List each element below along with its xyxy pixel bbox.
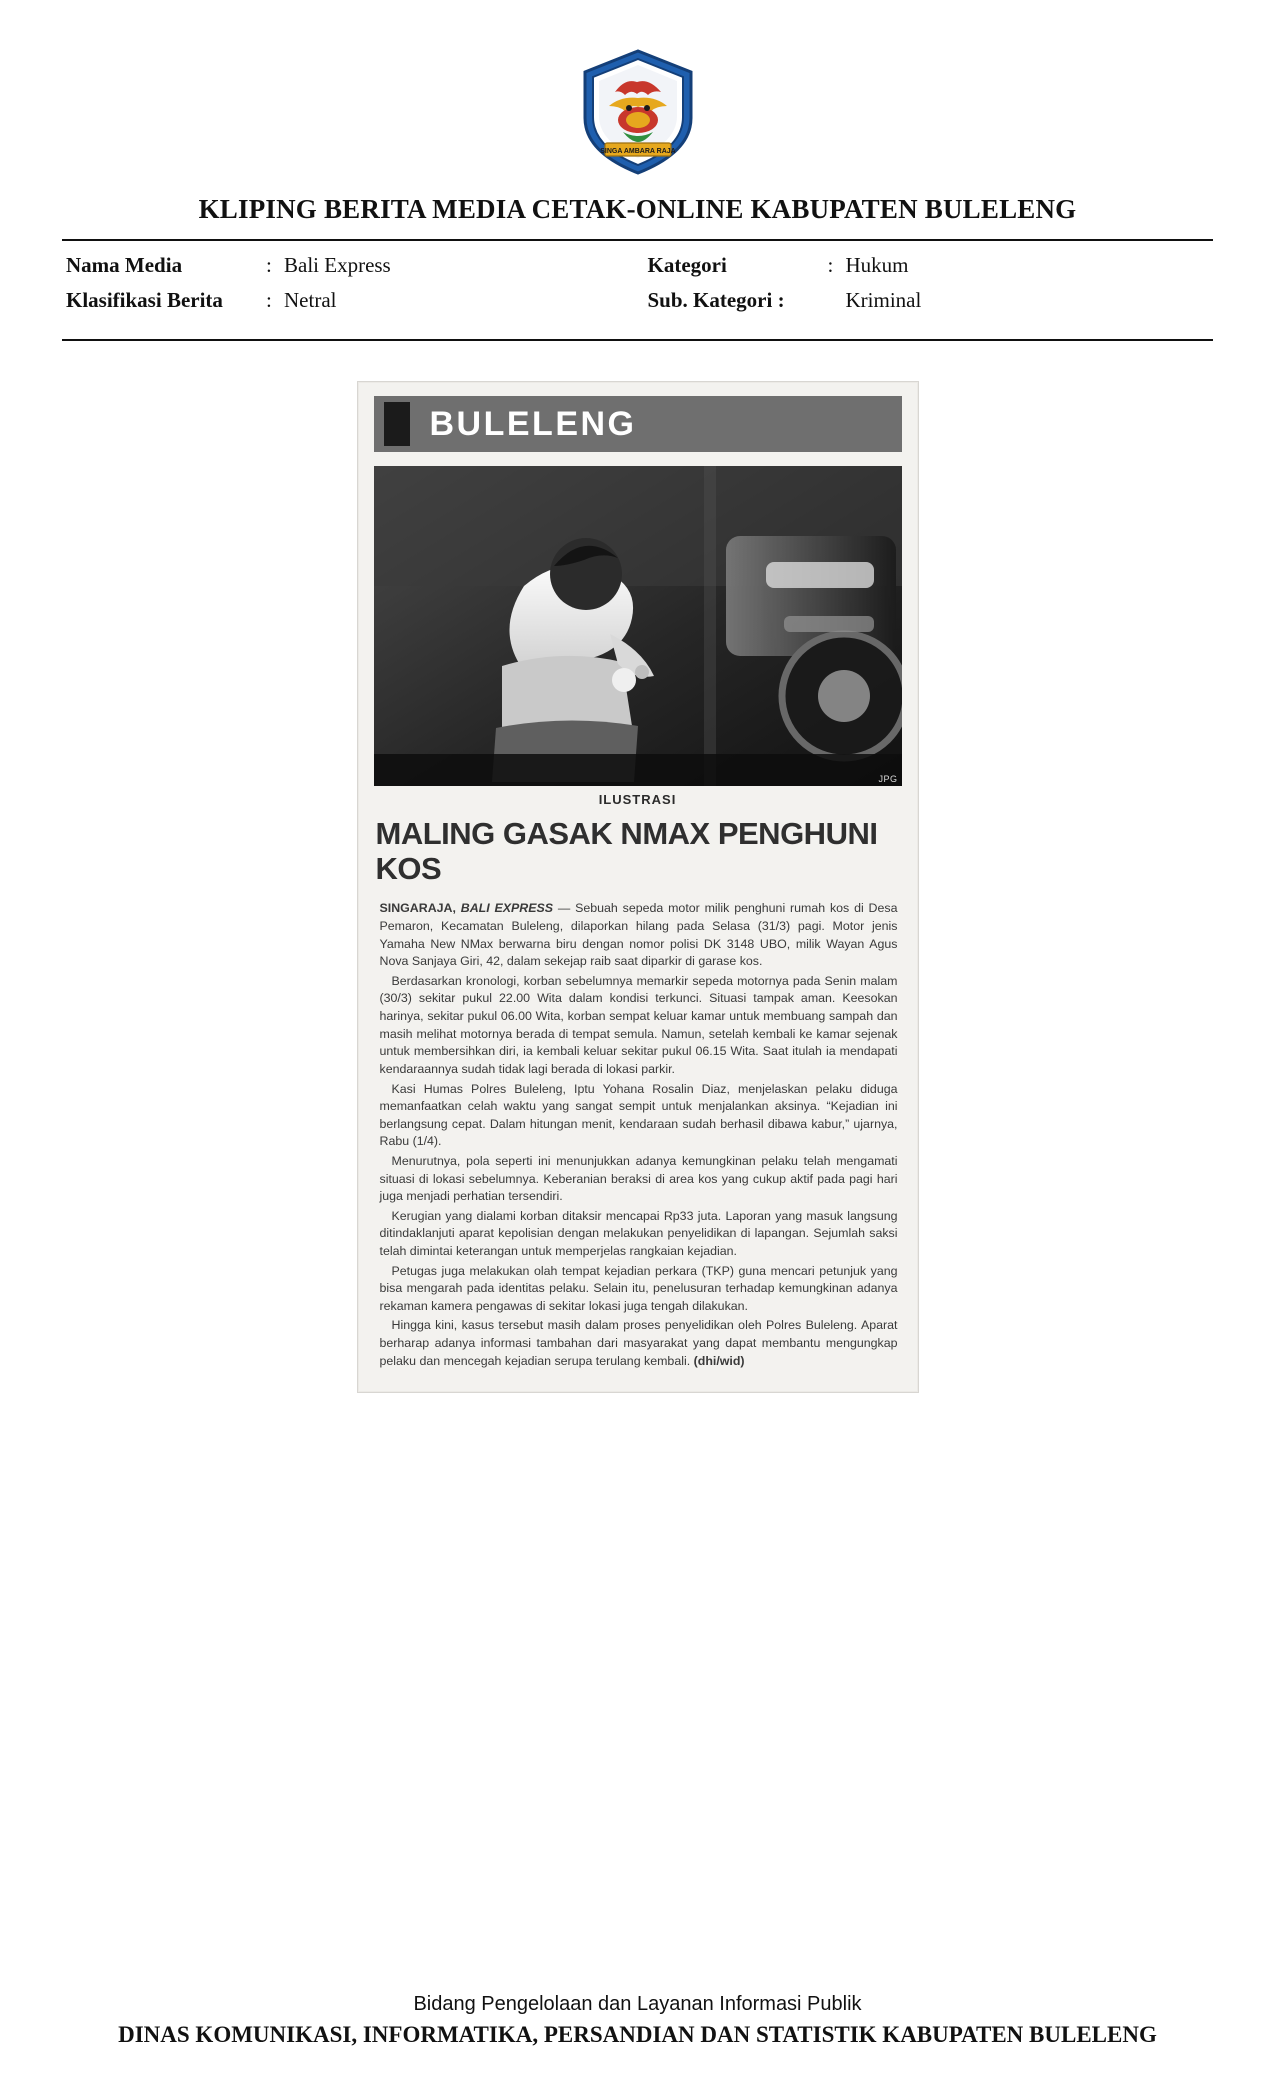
value-kategori: Hukum xyxy=(845,253,909,277)
newspaper-clipping xyxy=(357,381,919,1393)
article-body xyxy=(380,900,898,1370)
crest-container xyxy=(62,0,1213,176)
article-paragraph-5: Kerugian yang dialami korban ditaksir mencapai Rp33 juta. Laporan yang masuk langsung ditindaklanjuti aparat kepolisian dengan melakukan penyelidikan di lapangan. Sejumlah saksi telah dimintai keterangan untuk memperjelas rangkaian kejadian. xyxy=(379,1208,898,1259)
label-kategori: Kategori xyxy=(647,253,727,277)
article-paragraph-6: Petugas juga melakukan olah tempat kejadian perkara (TKP) guna mencari petunjuk yang bisa mengarah pada identitas pelaku. Selain itu, penelusuran terhadap kemungkinan adanya rekaman kamera pengawas di sekitar lokasi juga tengah dilakukan. xyxy=(379,1263,898,1313)
article-headline: MALING GASAK NMAX PENGHUNI KOS xyxy=(375,816,878,886)
label-sub-kategori: Sub. Kategori : xyxy=(647,288,785,312)
value-klasifikasi-berita: Netral xyxy=(284,288,337,312)
value-sub-kategori: Kriminal xyxy=(845,288,922,312)
photo-caption: ILUSTRASI xyxy=(598,792,677,807)
article-paragraph-2: Berdasarkan kronologi, korban sebelumnya memarkir sepeda motornya pada Senin malam (30/3) sekitar pukul 22.00 Wita dalam kondisi terkunci. Situasi tampak aman. Keesokan harinya, sekitar pukul 06.00 Wita, korban sempat keluar kamar untuk membuang sampah dan masih melihat motornya berada di tempat semula. Namun, setelah kembali ke kamar sejenak untuk membersihkan diri, ia kembali keluar sekitar pukul 06.15 Wita. Saat itulah ia mendapati kendaraannya sudah tidak lagi berada di lokasi parkir. xyxy=(379,973,898,1076)
colon-klasifikasi-berita: : xyxy=(266,288,272,312)
article-paragraph-1 xyxy=(380,900,898,970)
metadata-divider-bottom xyxy=(62,339,1213,341)
article-dateline: SINGARAJA, xyxy=(379,901,456,916)
article-photo xyxy=(374,466,902,786)
label-klasifikasi-berita: Klasifikasi Berita xyxy=(66,288,223,312)
article-byline: (dhi/wid) xyxy=(693,1353,745,1368)
colon-nama-media: : xyxy=(266,253,272,277)
footer-line-1: Bidang Pengelolaan dan Layanan Informasi Publik xyxy=(413,1993,862,2015)
page-title: KLIPING BERITA MEDIA CETAK-ONLINE KABUPATEN BULELENG xyxy=(198,194,1077,224)
article-paragraph-4: Menurutnya, pola seperti ini menunjukkan adanya kemungkinan pelaku telah mengamati situasi di lokasi sebelumnya. Keberanian beraksi di area kos yang cukup aktif pada pagi hari juga menjadi perhatian tersendiri. xyxy=(379,1153,898,1204)
page-footer xyxy=(0,1993,1275,2048)
label-nama-media: Nama Media xyxy=(66,253,183,277)
article-paragraph-3: Kasi Humas Polres Buleleng, Iptu Yohana Rosalin Diaz, menjelaskan pelaku diduga memanfaatkan celah waktu yang sangat sempit untuk menjalankan aksinya. “Kejadian ini berlangsung cepat. Dalam hitungan menit, kendaraan sudah berhasil dibawa kabur,” ujarnya, Rabu (1/4). xyxy=(379,1081,898,1149)
section-header-bar xyxy=(374,396,902,452)
article-paragraph-7 xyxy=(380,1317,898,1370)
svg-text:SINGA AMBARA RAJA: SINGA AMBARA RAJA xyxy=(599,148,676,155)
section-marker-icon xyxy=(384,402,410,446)
section-kicker-label: BULELENG xyxy=(429,404,637,443)
metadata-table xyxy=(62,241,1213,325)
article-paragraph-7-text: Hingga kini, kasus tersebut masih dalam proses penyelidikan oleh Polres Buleleng. Aparat berharap adanya informasi tambahan dari masyarakat yang dapat membantu mengungkap pelaku dan mencegah kejadian serupa terulang kembali. xyxy=(379,1318,898,1368)
clipping-area xyxy=(62,381,1213,1393)
article-paragraph-1-text: Sebuah sepeda motor milik penghuni rumah kos di Desa Pemaron, Kecamatan Buleleng, dilaporkan hilang pada Selasa (31/3) pagi. Motor jenis Yamaha New NMax berwarna biru dengan nomor polisi DK 3148 UBO, milik Wayan Agus Nova Sanjaya Giri, 42, dalam sekejap raib saat diparkir di garase kos. xyxy=(379,901,898,969)
buleleng-crest-icon xyxy=(579,48,697,176)
value-nama-media: Bali Express xyxy=(284,253,391,277)
article-lead-dash: — xyxy=(557,901,571,916)
footer-line-2: DINAS KOMUNIKASI, INFORMATIKA, PERSANDIAN DAN STATISTIK KABUPATEN BULELENG xyxy=(118,2022,1157,2047)
photo-credit-label: JPG xyxy=(878,774,898,784)
colon-kategori: : xyxy=(827,253,834,277)
article-media-name: BALI EXPRESS xyxy=(460,901,554,916)
